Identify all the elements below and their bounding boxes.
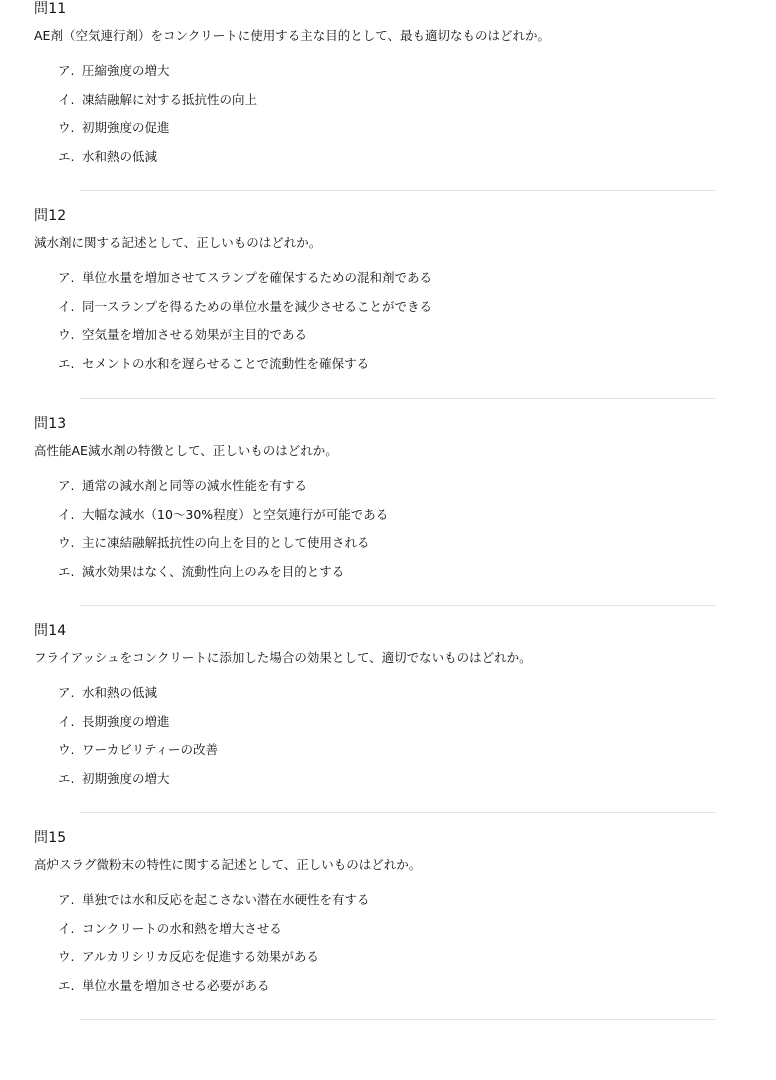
divider: [80, 1019, 716, 1020]
option-label: イ.: [58, 298, 75, 314]
option-u[interactable]: [58, 741, 218, 770]
option-label: ウ.: [58, 742, 75, 757]
option-list: [58, 269, 432, 383]
option-a[interactable]: [58, 684, 218, 713]
option-list: [58, 891, 370, 1005]
option-text: 大幅な減水（10〜30%程度）と空気連行が可能である: [82, 506, 389, 522]
option-text: 圧縮強度の増大: [82, 63, 170, 78]
option-text: 減水効果はなく、流動性向上のみを目的とする: [82, 563, 345, 579]
option-text: アルカリシリカ反応を促進する効果がある: [82, 949, 319, 964]
option-label: ア.: [58, 685, 75, 700]
option-u[interactable]: [58, 534, 388, 563]
question-text: フライアッシュをコンクリートに添加した場合の効果として、適切でないものはどれか。: [34, 650, 532, 665]
divider: [80, 190, 716, 191]
option-text: 単位水量を増加させる必要がある: [82, 977, 270, 993]
option-text: ワーカビリティーの改善: [82, 742, 219, 757]
question-text: 高性能AE減水剤の特徴として、正しいものはどれか。: [34, 443, 338, 458]
option-u[interactable]: [58, 119, 257, 148]
divider: [80, 605, 716, 606]
question-number: 問11: [34, 1, 67, 17]
option-label: エ.: [58, 770, 75, 786]
option-label: イ.: [58, 713, 75, 729]
option-i[interactable]: [58, 298, 432, 327]
option-text: 水和熱の低減: [82, 685, 158, 700]
option-i[interactable]: [58, 506, 388, 535]
option-label: ア.: [58, 63, 75, 78]
option-a[interactable]: [58, 62, 257, 91]
option-label: エ.: [58, 355, 75, 371]
option-i[interactable]: [58, 91, 257, 120]
option-list: [58, 477, 388, 591]
option-list: [58, 684, 218, 798]
option-text: セメントの水和を遅らせることで流動性を確保する: [82, 355, 370, 371]
option-u[interactable]: [58, 326, 432, 355]
option-a[interactable]: [58, 891, 370, 920]
option-text: 長期強度の増進: [82, 713, 170, 729]
option-e[interactable]: [58, 770, 218, 799]
option-text: 単位水量を増加させてスランプを確保するための混和剤である: [82, 270, 433, 285]
option-i[interactable]: [58, 920, 370, 949]
question-text: 高炉スラグ微粉末の特性に関する記述として、正しいものはどれか。: [34, 857, 422, 872]
option-label: ア.: [58, 892, 75, 907]
option-u[interactable]: [58, 948, 370, 977]
option-text: 空気量を増加させる効果が主目的である: [82, 327, 308, 342]
option-text: コンクリートの水和熱を増大させる: [82, 920, 282, 936]
option-label: ウ.: [58, 535, 75, 550]
option-text: 同一スランプを得るための単位水量を減少させることができる: [82, 298, 433, 314]
option-text: 単独では水和反応を起こさない潜在水硬性を有する: [82, 892, 370, 907]
option-label: エ.: [58, 148, 75, 164]
option-text: 水和熱の低減: [82, 148, 158, 164]
option-text: 初期強度の増大: [82, 770, 170, 786]
option-e[interactable]: [58, 148, 257, 177]
option-label: ア.: [58, 478, 75, 493]
option-e[interactable]: [58, 977, 370, 1006]
option-label: イ.: [58, 91, 75, 107]
option-label: ウ.: [58, 327, 75, 342]
question-number: 問14: [34, 623, 67, 639]
option-label: イ.: [58, 506, 75, 522]
option-i[interactable]: [58, 713, 218, 742]
option-text: 主に凍結融解抵抗性の向上を目的として使用される: [82, 535, 370, 550]
option-label: エ.: [58, 977, 75, 993]
divider: [80, 398, 716, 399]
option-a[interactable]: [58, 269, 432, 298]
question-number: 問15: [34, 830, 67, 846]
question-number: 問13: [34, 416, 67, 432]
question-text: AE剤（空気連行剤）をコンクリートに使用する主な目的として、最も適切なものはどれか。: [34, 28, 550, 43]
option-text: 凍結融解に対する抵抗性の向上: [82, 91, 258, 107]
option-text: 通常の減水剤と同等の減水性能を有する: [82, 478, 308, 493]
option-label: エ.: [58, 563, 75, 579]
option-label: イ.: [58, 920, 75, 936]
option-e[interactable]: [58, 563, 388, 592]
divider: [80, 812, 716, 813]
question-text: 減水剤に関する記述として、正しいものはどれか。: [34, 235, 322, 250]
option-label: ウ.: [58, 949, 75, 964]
option-a[interactable]: [58, 477, 388, 506]
question-number: 問12: [34, 208, 67, 224]
option-e[interactable]: [58, 355, 432, 384]
option-label: ウ.: [58, 120, 75, 135]
option-text: 初期強度の促進: [82, 120, 170, 135]
option-label: ア.: [58, 270, 75, 285]
option-list: [58, 62, 257, 176]
